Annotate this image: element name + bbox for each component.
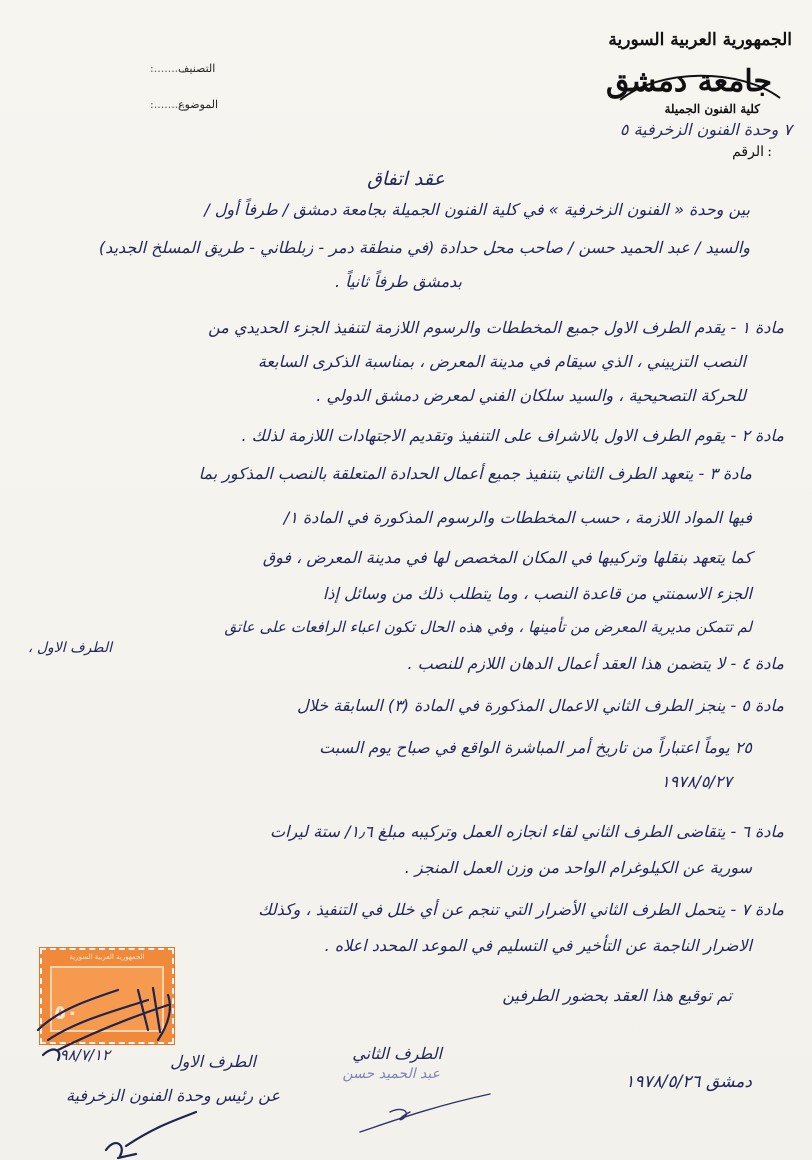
article-line: سورية عن الكيلوغرام الواحد من وزن العمل المنجز . [404,858,752,877]
university-emblem-flourish [610,58,790,108]
first-party-label: الطرف الاول [170,1052,256,1071]
subject-label: الموضوع [178,98,219,111]
place-and-date: دمشق ١٩٧٨/٥/٢٦ [625,1072,752,1092]
article-line: فيها المواد اللازمة ، حسب المخططات والرسوم المذكورة في المادة ١/ [283,508,752,527]
second-party-label: الطرف الثاني [352,1044,442,1063]
unit-handwritten: ٧ وحدة الفنون الزخرفية ٥ [619,120,792,139]
article-line: النصب التزييني ، الذي سيقام في مدينة المعرض ، بمناسبة الذكرى السابعة [257,352,746,371]
faculty-name: كلية الفنون الجميلة [664,102,760,116]
preamble-line: والسيد / عبد الحميد حسن / صاحب محل حدادة (في منطقة دمر - زبلطاني - طريق المسلخ الجديد) [98,238,750,257]
number-separator: : [767,144,772,160]
article-line: مادة ٧ - يتحمل الطرف الثاني الأضرار التي تنجم عن أي خلل في التنفيذ ، وكذلك [258,900,784,919]
article-line: مادة ٢ - يقوم الطرف الاول بالاشراف على التنفيذ وتقديم الاجتهادات اللازمة لذلك . [241,426,784,445]
article-line: مادة ٥ - ينجز الطرف الثاني الاعمال المذكورة في المادة (٣) السابقة خلال [297,696,784,715]
article-line: مادة ٤ - لا يتضمن هذا العقد أعمال الدهان اللازم للنصب . [407,654,784,673]
article-line: الاضرار الناجمة عن التأخير في التسليم في الموعد المحدد اعلاه . [324,936,752,955]
subject-dots: :.......... [150,98,189,111]
article-line: للحركة التصحيحية ، والسيد سلكان الفني لمعرض دمشق الدولي . [316,386,746,405]
number-label: الرقم [732,144,764,160]
classification-label: التصنيف [178,62,216,75]
article-line: الطرف الاول ، [27,640,112,656]
article-line: الجزء الاسمنتي من قاعدة النصب ، وما يتطلب ذلك من وسائل إذا [322,584,752,603]
second-party-signature [350,1082,500,1142]
stamp-header: الجمهورية العربية السورية [69,953,145,961]
stamp-date: ٩٨/٧/١٢ [59,1046,110,1064]
article-line: ٢٥ يوماً اعتباراً من تاريخ أمر المباشرة الواقع في صباح يوم السبت [319,738,752,757]
preamble-line: بين وحدة « الفنون الزخرفية » في كلية الفنون الجميلة بجامعة دمشق / طرفاً أول / [204,200,750,219]
second-party-name: عبد الحميد حسن [342,1066,440,1082]
article-line: لم تتمكن مديرية المعرض من تأمينها ، وفي هذه الحال تكون اعباء الرافعات على عاتق [224,618,752,636]
republic-heading: الجمهورية العربية السورية [608,30,792,50]
stamp-value: ٥٠ [54,1000,79,1024]
classification-dots: :.......... [150,62,189,75]
contract-title: عقد اتفاق [367,168,445,190]
university-name: جامعة دمشق [606,64,772,99]
closing-line: تم توقيع هذا العقد بحضور الطرفين [502,986,732,1005]
first-party-title: عن رئيس وحدة الفنون الزخرفية [65,1086,280,1105]
article-line: كما يتعهد بنقلها وتركيبها في المكان المخصص لها في مدينة المعرض ، فوق [262,548,752,567]
article-line: ١٩٧٨/٥/٢٧ [661,772,732,791]
article-line: مادة ١ - يقدم الطرف الاول جميع المخططات والرسوم اللازمة لتنفيذ الجزء الحديدي من [208,318,784,337]
article-line: مادة ٣ - يتعهد الطرف الثاني بتنفيذ جميع أعمال الحدادة المتعلقة بالنصب المذكور بما [198,464,752,483]
first-party-signature [96,1106,206,1160]
preamble-line: بدمشق طرفاً ثانياً . [335,272,462,291]
article-line: مادة ٦ - يتقاضى الطرف الثاني لقاء انجازه العمل وتركيبه مبلغ ١٫٦/ ستة ليرات [270,822,784,841]
